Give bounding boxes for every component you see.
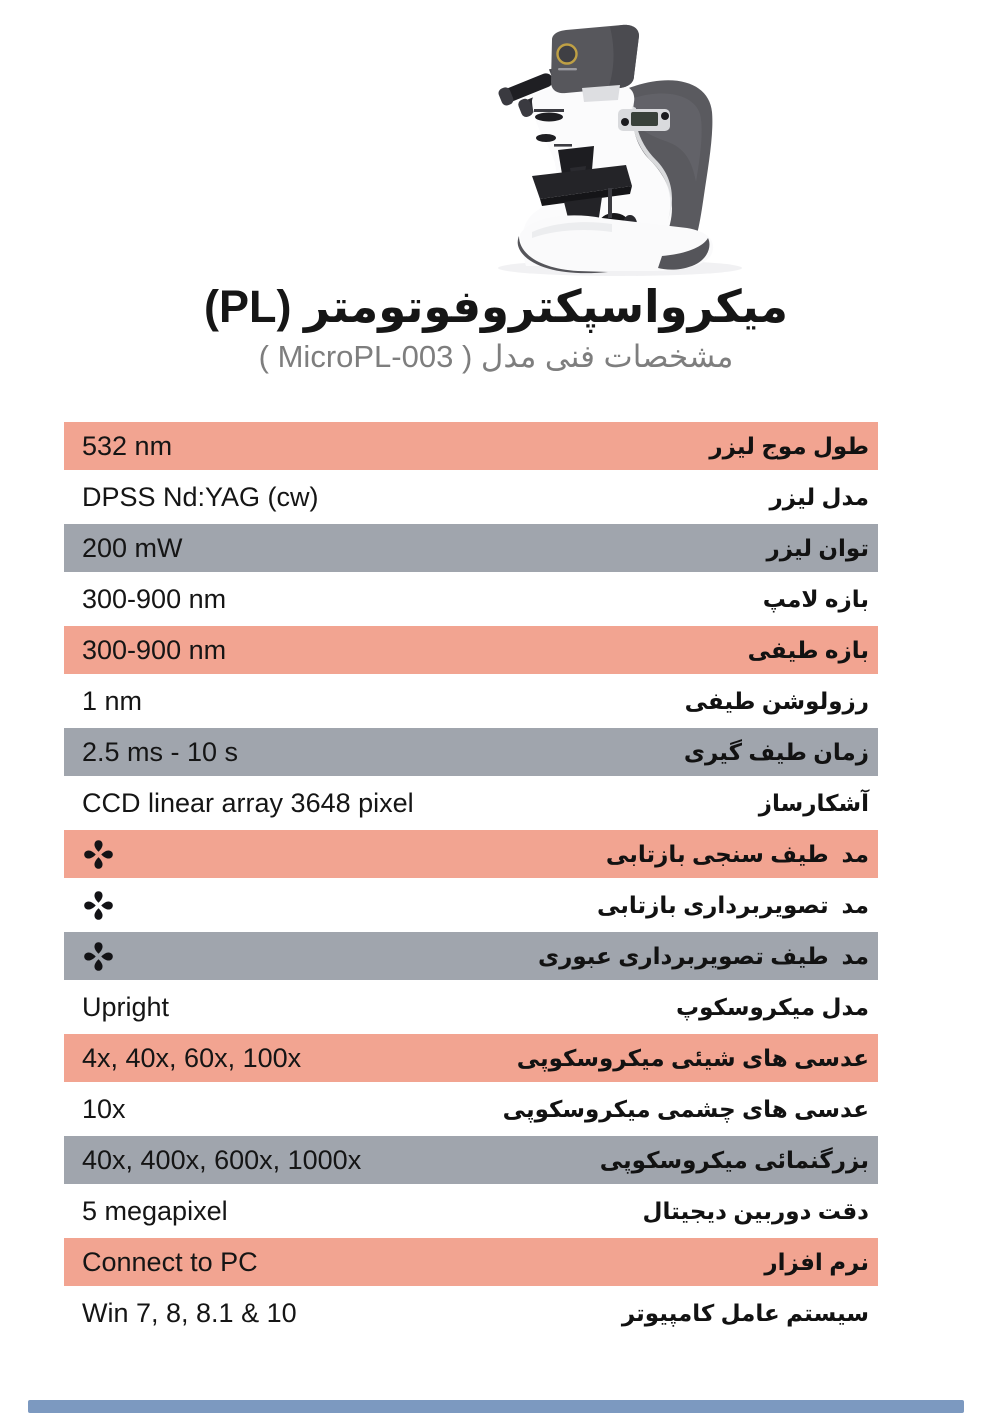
spec-value: Upright bbox=[82, 991, 170, 1022]
spec-label: زمان طیف گیری bbox=[683, 738, 869, 765]
spec-row bbox=[64, 1034, 878, 1082]
spec-row bbox=[64, 881, 878, 929]
spec-label: سیستم عامل کامپیوتر bbox=[621, 1299, 869, 1326]
spec-value bbox=[64, 838, 606, 871]
spec-row bbox=[64, 524, 878, 572]
spec-row bbox=[64, 983, 878, 1031]
bottom-accent-bar bbox=[28, 1400, 964, 1413]
spec-row bbox=[64, 1136, 878, 1184]
spec-row bbox=[64, 728, 878, 776]
spec-label: مدل میکروسکوپ bbox=[675, 993, 869, 1020]
microscope-illustration bbox=[462, 10, 762, 278]
brand-ring-icon bbox=[558, 45, 577, 64]
spec-label: بازه لامپ bbox=[762, 585, 869, 612]
spec-value: 5 megapixel bbox=[82, 1195, 228, 1226]
spec-row bbox=[64, 932, 878, 980]
spec-value: 300-900 nm bbox=[82, 583, 227, 614]
spec-label: بازه طیفی bbox=[747, 636, 869, 663]
spec-row bbox=[64, 575, 878, 623]
spec-row bbox=[64, 1289, 878, 1337]
spec-value bbox=[64, 889, 597, 922]
spec-row bbox=[64, 677, 878, 725]
spec-value: 300-900 nm bbox=[82, 634, 227, 665]
spec-row bbox=[64, 422, 878, 470]
spec-label: توان لیزر bbox=[766, 534, 869, 561]
spec-value: 4x, 40x, 60x, 100x bbox=[82, 1042, 302, 1073]
spec-label: مد تصویربرداری بازتابی bbox=[596, 891, 869, 918]
spec-value: 200 mW bbox=[82, 532, 183, 563]
microscope-image bbox=[462, 10, 762, 278]
spec-value: DPSS Nd:YAG (cw) bbox=[82, 481, 319, 512]
spec-table bbox=[64, 422, 878, 1340]
four-petal-asterisk-icon bbox=[82, 940, 115, 973]
spec-value: 40x, 400x, 600x, 1000x bbox=[82, 1144, 362, 1175]
four-petal-asterisk-icon bbox=[82, 889, 115, 922]
four-petal-asterisk-icon bbox=[82, 838, 115, 871]
spec-value: 1 nm bbox=[82, 685, 143, 716]
spec-row bbox=[64, 1187, 878, 1235]
spec-value: 532 nm bbox=[82, 430, 173, 461]
spec-value: Connect to PC bbox=[82, 1246, 258, 1277]
page-subtitle: مشخصات فنی مدل ( MicroPL-003 ) bbox=[258, 338, 734, 374]
spec-row bbox=[64, 1238, 878, 1286]
spec-label: رزولوشن طیفی bbox=[684, 687, 869, 714]
spec-value: 2.5 ms - 10 s bbox=[82, 736, 239, 767]
spec-row bbox=[64, 1085, 878, 1133]
spec-label: بزرگنمائی میکروسکوپی bbox=[599, 1146, 869, 1173]
spec-label: دقت دوربین دیجیتال bbox=[642, 1197, 869, 1224]
lcd-panel bbox=[618, 109, 670, 131]
spec-row bbox=[64, 626, 878, 674]
spec-value: 10x bbox=[82, 1093, 126, 1124]
spec-label: نرم افزار bbox=[764, 1248, 869, 1275]
spec-label: مد طیف سنجی بازتابی bbox=[605, 840, 869, 867]
spec-value: Win 7, 8, 8.1 & 10 bbox=[82, 1297, 297, 1328]
spec-label: عدسی های شیئی میکروسکوپی bbox=[516, 1044, 869, 1071]
spec-value: CCD linear array 3648 pixel bbox=[82, 787, 414, 818]
spec-label: آشکارساز bbox=[758, 789, 869, 816]
spec-label: طول موج لیزر bbox=[709, 432, 869, 459]
spec-row bbox=[64, 473, 878, 521]
spec-label: مدل لیزر bbox=[769, 483, 869, 510]
spec-value bbox=[64, 940, 538, 973]
header bbox=[0, 282, 992, 374]
spec-row bbox=[64, 830, 878, 878]
spec-row bbox=[64, 779, 878, 827]
spec-label: عدسی های چشمی میکروسکوپی bbox=[502, 1095, 869, 1122]
page-title: میکرواسپکتروفوتومتر (PL) bbox=[204, 281, 788, 332]
spec-label: مد طیف تصویربرداری عبوری bbox=[538, 942, 869, 969]
